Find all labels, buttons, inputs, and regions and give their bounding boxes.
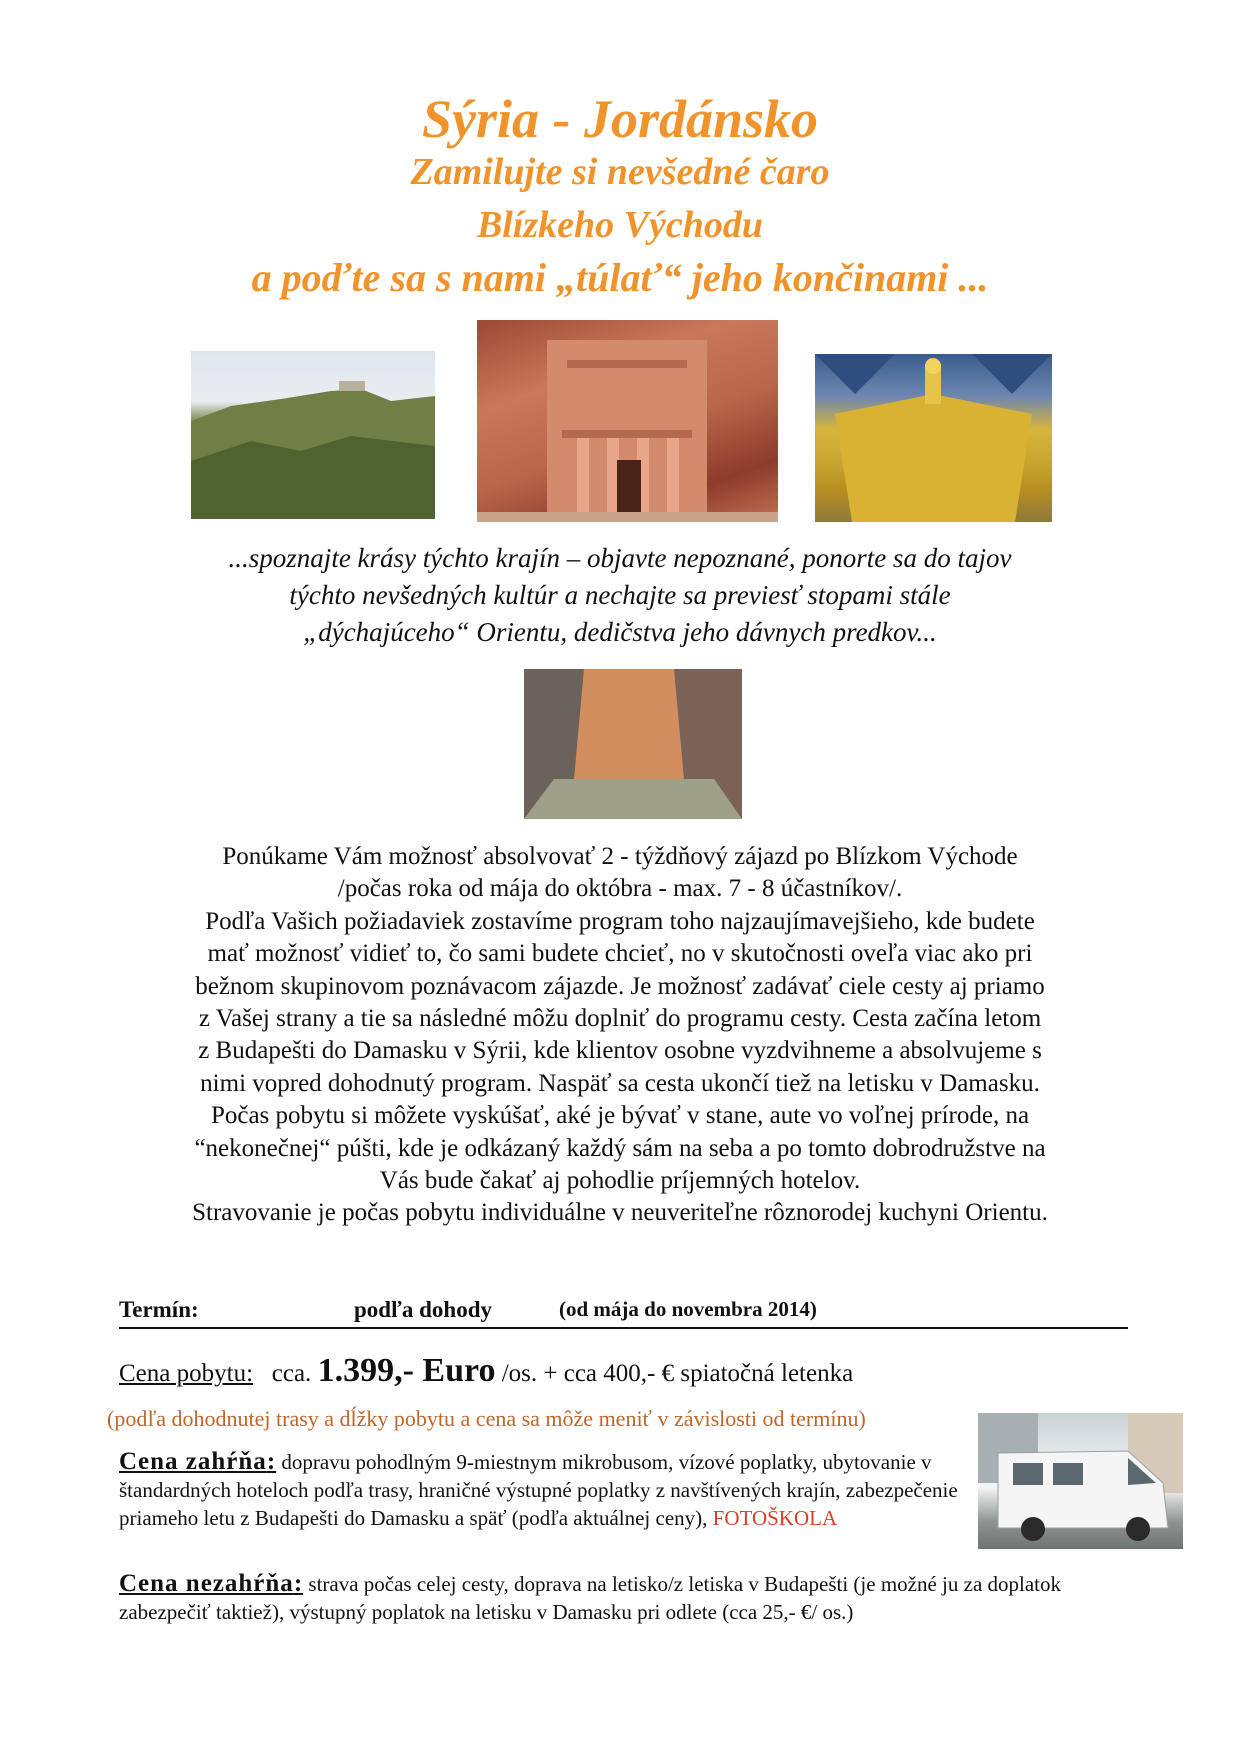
- body-line: Počas pobytu si môžete vyskúšať, aké je bývať v stane, aute vo voľnej prírode, na: [210, 1102, 1030, 1130]
- shrine-illustration: [815, 354, 1052, 522]
- body-line: nimi vopred dohodnutý program. Naspäť sa cesta ukončí tiež na letisku v Damasku.: [200, 1069, 1040, 1097]
- landscape-photo: [191, 351, 435, 519]
- intro-line: ...spoznajte krásy týchto krajín – objavte nepoznané, ponorte sa do tajov: [228, 543, 1012, 573]
- title-syria: Sýria -: [421, 89, 571, 149]
- minibus-illustration: [978, 1413, 1183, 1549]
- landscape-illustration: [191, 351, 435, 519]
- price-excludes: [119, 1570, 1139, 1626]
- includes-label: Cena zahŕňa: [119, 1448, 267, 1475]
- canyon-photo: [524, 669, 742, 819]
- excludes-label: Cena nezahŕňa: [119, 1570, 294, 1597]
- body-line: Podľa Vašich požiadaviek zostavíme program toho najzaujímavejšieho, kde budete: [205, 907, 1035, 935]
- subtitle-line-1: Zamilujte si nevšedné čaro: [410, 151, 830, 193]
- minibus-photo: [978, 1413, 1183, 1549]
- body-line: /počas roka od mája do októbra - max. 7 - 8 účastníkov/.: [337, 875, 903, 903]
- price-label: Cena pobytu:: [119, 1360, 254, 1387]
- term-row: [119, 1297, 1128, 1329]
- body-line: mať možnosť vidieť to, čo sami budete chcieť, no v skutočnosti oveľa viac ako pri: [207, 940, 1033, 968]
- body-line: bežnom skupinovom poznávacom zájazde. Je možnosť zadávať ciele cesty aj priamo: [195, 972, 1045, 1000]
- term-label: Termín:: [119, 1297, 199, 1322]
- price-amount: 1.399,- Euro: [317, 1352, 496, 1389]
- intro-line: týchto nevšedných kultúr a nechajte sa previesť stopami stále: [289, 580, 951, 610]
- photo-school-highlight: FOTOŠKOLA: [712, 1506, 838, 1530]
- page-title: [0, 88, 1240, 150]
- title-jordan: Jordánsko: [583, 89, 819, 149]
- description-paragraph: [110, 841, 1130, 1230]
- petra-treasury-photo: [477, 320, 778, 522]
- subtitle-line-3: a poďte sa s nami „túlať“ jeho končinami ...: [251, 255, 989, 300]
- body-line: Ponúkame Vám možnosť absolvovať 2 - týždňový zájazd po Blízkom Východe: [222, 843, 1018, 870]
- golden-shrine-photo: [815, 354, 1052, 522]
- price-approx: cca.: [271, 1360, 312, 1387]
- price-row: [119, 1352, 853, 1390]
- price-note: (podľa dohodnutej trasy a dĺžky pobytu a cena sa môže meniť v závislosti od termínu): [107, 1406, 866, 1431]
- term-range: (od mája do novembra 2014): [559, 1297, 817, 1321]
- excludes-text: strava počas celej cesty, doprava na letisko/z letiska v Budapešti (je možné ju za doplatok zabezpečiť taktiež), výstupný poplatok na letisku v Damasku pri odlete (cca 25,- €/ os.): [119, 1572, 1062, 1624]
- subtitle-line-2: Blízkeho Východu: [476, 204, 764, 246]
- petra-illustration: [477, 320, 778, 522]
- canyon-illustration: [524, 669, 742, 819]
- body-line: z Vašej strany a tie sa následné môžu doplniť do programu cesty. Cesta začína letom: [198, 1005, 1042, 1033]
- body-line: Stravovanie je počas pobytu individuálne v neuveriteľne rôznorodej kuchyni Orientu.: [192, 1199, 1048, 1227]
- intro-line: „dýchajúceho“ Orientu, dedičstva jeho dávnych predkov...: [303, 617, 937, 647]
- body-line: “nekonečnej“ púšti, kde je odkázaný každý sám na seba a po tomto dobrodružstve na: [194, 1134, 1046, 1162]
- excludes-colon: :: [293, 1570, 304, 1597]
- price-includes: [119, 1448, 969, 1532]
- term-value: podľa dohody: [354, 1297, 492, 1322]
- body-line: Vás bude čakať aj pohodlie príjemných hotelov.: [379, 1167, 861, 1195]
- price-extra: /os. + cca 400,- € spiatočná letenka: [501, 1360, 854, 1387]
- body-line: z Budapešti do Damasku v Sýrii, kde klientov osobne vyzdvihneme a absolvujeme s: [198, 1037, 1042, 1065]
- includes-text: dopravu pohodlným 9-miestnym mikrobusom, vízové poplatky, ubytovanie v štandardných hoteloch podľa trasy, hraničné výstupné poplatky z navštívených krajín, zabezpečenie priameho letu z Budapešti do Damasku a späť (podľa aktuálnej ceny),: [119, 1450, 958, 1530]
- intro-text: [0, 540, 1240, 651]
- includes-colon: :: [266, 1448, 277, 1475]
